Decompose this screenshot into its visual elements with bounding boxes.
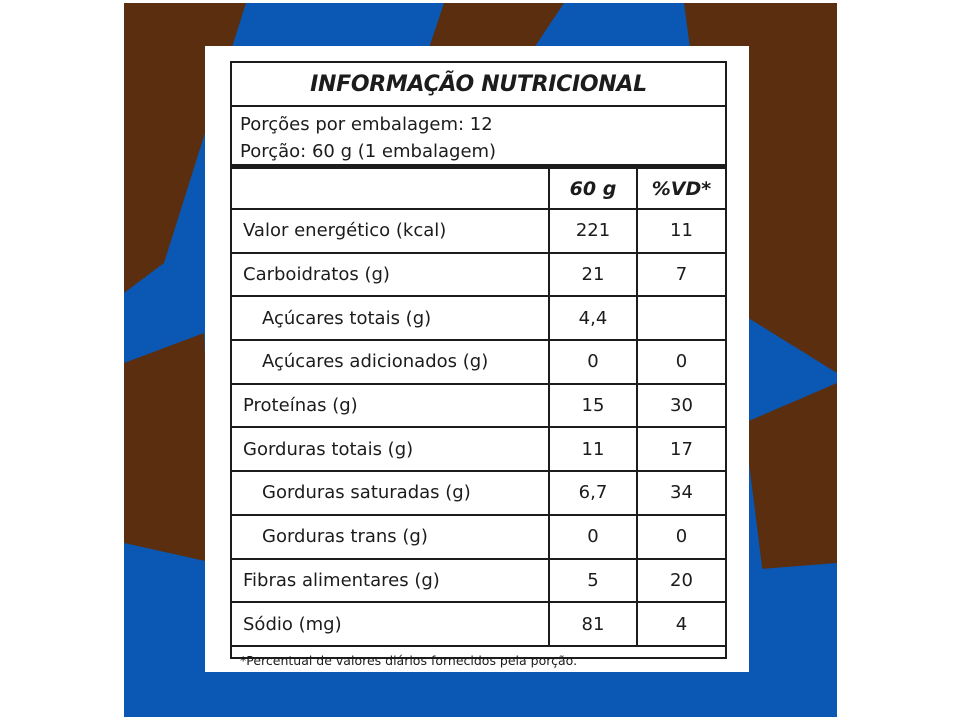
header-daily-value: %VD* [637, 169, 725, 209]
table-row [232, 602, 725, 646]
table-row [232, 471, 725, 515]
nutrient-dv: 30 [637, 384, 725, 428]
nutrient-dv: 7 [637, 253, 725, 297]
nutrient-name: Gorduras totais (g) [232, 427, 549, 471]
nutrient-dv: 4 [637, 602, 725, 646]
nutrient-dv: 0 [637, 340, 725, 384]
servings-info [232, 107, 725, 169]
table-row [232, 209, 725, 253]
nutrient-name: Gorduras trans (g) [232, 515, 549, 559]
footnote: *Percentual de valores diários fornecidos pela porção. [240, 652, 578, 668]
nutrient-amount: 0 [549, 340, 637, 384]
nutrient-dv: 34 [637, 471, 725, 515]
nutrient-amount: 21 [549, 253, 637, 297]
table-row [232, 559, 725, 603]
servings-per-package: Porções por embalagem: 12 [240, 114, 493, 135]
nutrient-amount: 81 [549, 602, 637, 646]
nutrient-name: Sódio (mg) [232, 602, 549, 646]
nutrient-name: Fibras alimentares (g) [232, 559, 549, 603]
nutrient-amount: 4,4 [549, 296, 637, 340]
serving-size: Porção: 60 g (1 embalagem) [240, 141, 497, 162]
nutrient-dv: 11 [637, 209, 725, 253]
nutrient-name: Carboidratos (g) [232, 253, 549, 297]
nutrient-name: Valor energético (kcal) [232, 209, 549, 253]
table-row [232, 340, 725, 384]
nutrient-name: Açúcares totais (g) [232, 296, 549, 340]
nutrient-dv: 17 [637, 427, 725, 471]
table-row [232, 515, 725, 559]
nutrient-amount: 0 [549, 515, 637, 559]
table-header-row [232, 169, 725, 209]
nutrient-amount: 221 [549, 209, 637, 253]
table-row [232, 296, 725, 340]
label-title: INFORMAÇÃO NUTRICIONAL [232, 63, 725, 107]
nutrient-amount: 15 [549, 384, 637, 428]
table-row [232, 384, 725, 428]
nutrition-table [232, 169, 725, 647]
nutrient-amount: 6,7 [549, 471, 637, 515]
nutrition-facts-label [230, 61, 727, 668]
nutrient-amount: 11 [549, 427, 637, 471]
nutrient-amount: 5 [549, 559, 637, 603]
table-row [232, 253, 725, 297]
header-amount: 60 g [549, 169, 637, 209]
nutrient-name: Proteínas (g) [232, 384, 549, 428]
header-blank-cell [232, 169, 549, 209]
nutrient-dv: 20 [637, 559, 725, 603]
nutrient-dv [637, 296, 725, 340]
nutrient-name: Gorduras saturadas (g) [232, 471, 549, 515]
nutrient-name: Açúcares adicionados (g) [232, 340, 549, 384]
nutrient-dv: 0 [637, 515, 725, 559]
table-row [232, 427, 725, 471]
